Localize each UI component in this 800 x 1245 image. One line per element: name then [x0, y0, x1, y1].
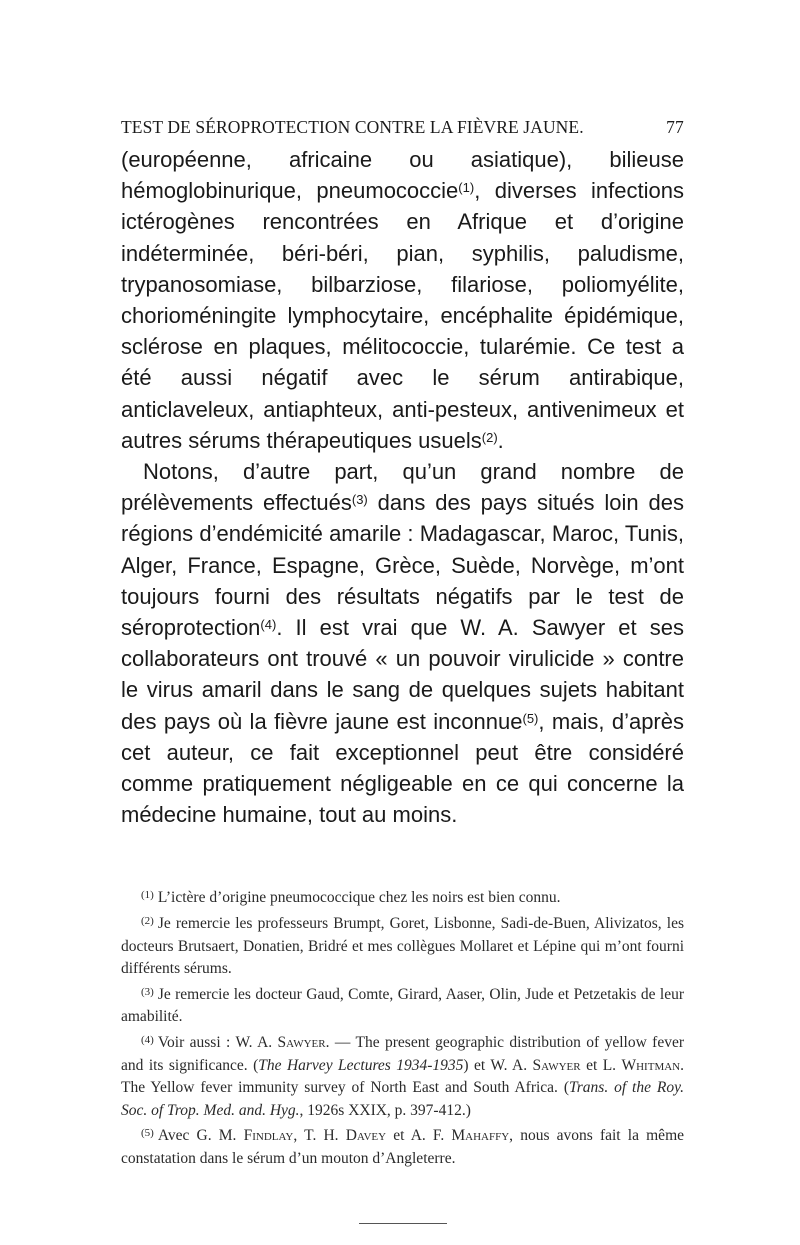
footnote-marker: (1): [141, 889, 154, 902]
author-name: Sawyer: [277, 1034, 326, 1052]
text-run: ) et W. A.: [463, 1056, 533, 1074]
footnote-1: [121, 884, 684, 910]
text-run: Voir aussi : W. A.: [157, 1034, 278, 1052]
footnote-marker: (4): [141, 1034, 154, 1047]
text-run: et L.: [580, 1056, 622, 1074]
text-run: , T. H.: [293, 1127, 346, 1145]
author-name: Mahaffy: [451, 1127, 510, 1145]
footnote-marker: (3): [141, 985, 154, 998]
author-name: Whitman: [621, 1056, 681, 1074]
footnote-text: Je remercie les professeurs Brumpt, Goret, Lisbonne, Sadi-de-Buen, Alivizatos, les docteurs Brutsaert, Donatien, Bridré et mes collègues Mollaret et Lépine qui m’ont fourni différents sérums.: [121, 915, 684, 978]
footnote-ref-4: (4): [260, 617, 277, 633]
author-name: Sawyer: [532, 1056, 581, 1074]
footnote-ref-3: (3): [351, 492, 368, 508]
end-rule: [359, 1223, 447, 1224]
page-number: 77: [666, 117, 684, 137]
footnote-text: Je remercie les docteur Gaud, Comte, Girard, Aaser, Olin, Jude et Petzetakis de leur amabilité.: [121, 985, 684, 1026]
running-head-title: TEST DE SÉROPROTECTION CONTRE LA FIÈVRE JAUNE.: [121, 117, 584, 137]
footnote-text: L’ictère d’origine pneumococcique chez les noirs est bien connu.: [157, 889, 561, 907]
footnote-marker: (5): [141, 1127, 154, 1140]
text-run: dans des pays situés loin des régions d’endémicité amarile : Madagascar, Maroc, Tunis, Alger, France, Espagne, Grèce, Suède, Norvège, m’ont toujours fourni des résultats négatifs par le test de séroprotection: [121, 490, 684, 641]
author-name: Findlay: [243, 1127, 294, 1145]
body-paragraph-2: [121, 456, 684, 830]
page: [121, 117, 684, 1224]
text-run: , diverses infections ictérogènes rencontrées en Afrique et d’origine indéterminée, béri-béri, pian, syphilis, paludisme, trypanosomiase, bilbarziose, filariose, poliomyélite, chorioméningite lymphocytaire, encéphalite épidémique, sclérose en plaques, mélitococcie, tularémie. Ce test a été aussi négatif avec le sérum antirabique, anticlaveleux, antiaphteux, anti-pesteux, antivenimeux et autres sérums thérapeutiques usuels: [121, 178, 684, 453]
text-run: et A. F.: [386, 1127, 452, 1145]
text-run: . The Yellow fever immunity survey of North East and South Africa. (: [121, 1056, 684, 1097]
footnote-ref-5: (5): [522, 710, 539, 726]
body-paragraph-1: [121, 144, 684, 456]
text-run: Avec G. M.: [157, 1127, 244, 1145]
footnotes: [121, 884, 684, 1170]
footnote-3: [121, 981, 684, 1029]
footnote-4: [121, 1029, 684, 1122]
author-name: Davey: [345, 1127, 387, 1145]
footnote-marker: (2): [141, 915, 154, 928]
text-run: .: [497, 427, 504, 453]
text-run: Notons, d’autre part, qu’un grand nombre de prélèvements effectués: [121, 459, 684, 516]
text-run: (européenne, africaine ou asiatique), bilieuse hémoglobinurique, pneumococcie: [121, 147, 684, 204]
text-run: , mais, d’après cet auteur, ce fait exceptionnel peut être considéré comme pratiquement négligeable en ce qui concerne la médecine humaine, tout au moins.: [121, 708, 684, 828]
citation-journal: Trans. of the Roy. Soc. of Trop. Med. and. Hyg.: [121, 1079, 684, 1119]
footnote-ref-1: (1): [458, 180, 475, 196]
footnote-2: [121, 910, 684, 981]
running-head: [121, 117, 684, 138]
footnote-5: [121, 1122, 684, 1170]
text-run: , nous avons fait la même constatation dans le sérum d’un mouton d’Angleterre.: [121, 1127, 684, 1167]
footnote-ref-2: (2): [481, 429, 498, 445]
text-run: . Il est vrai que W. A. Sawyer et ses collaborateurs ont trouvé « un pouvoir virulicide » contre le virus amaril dans le sang de quelques sujets habitant des pays où la fièvre jaune est inconnue: [121, 615, 684, 734]
text-run: . — The present geographic distribution of yellow fever and its significance. (: [121, 1034, 684, 1074]
text-run: , 1926s XXIX, p. 397-412.): [299, 1101, 471, 1119]
citation-title: The Harvey Lectures 1934-1935: [258, 1056, 464, 1074]
